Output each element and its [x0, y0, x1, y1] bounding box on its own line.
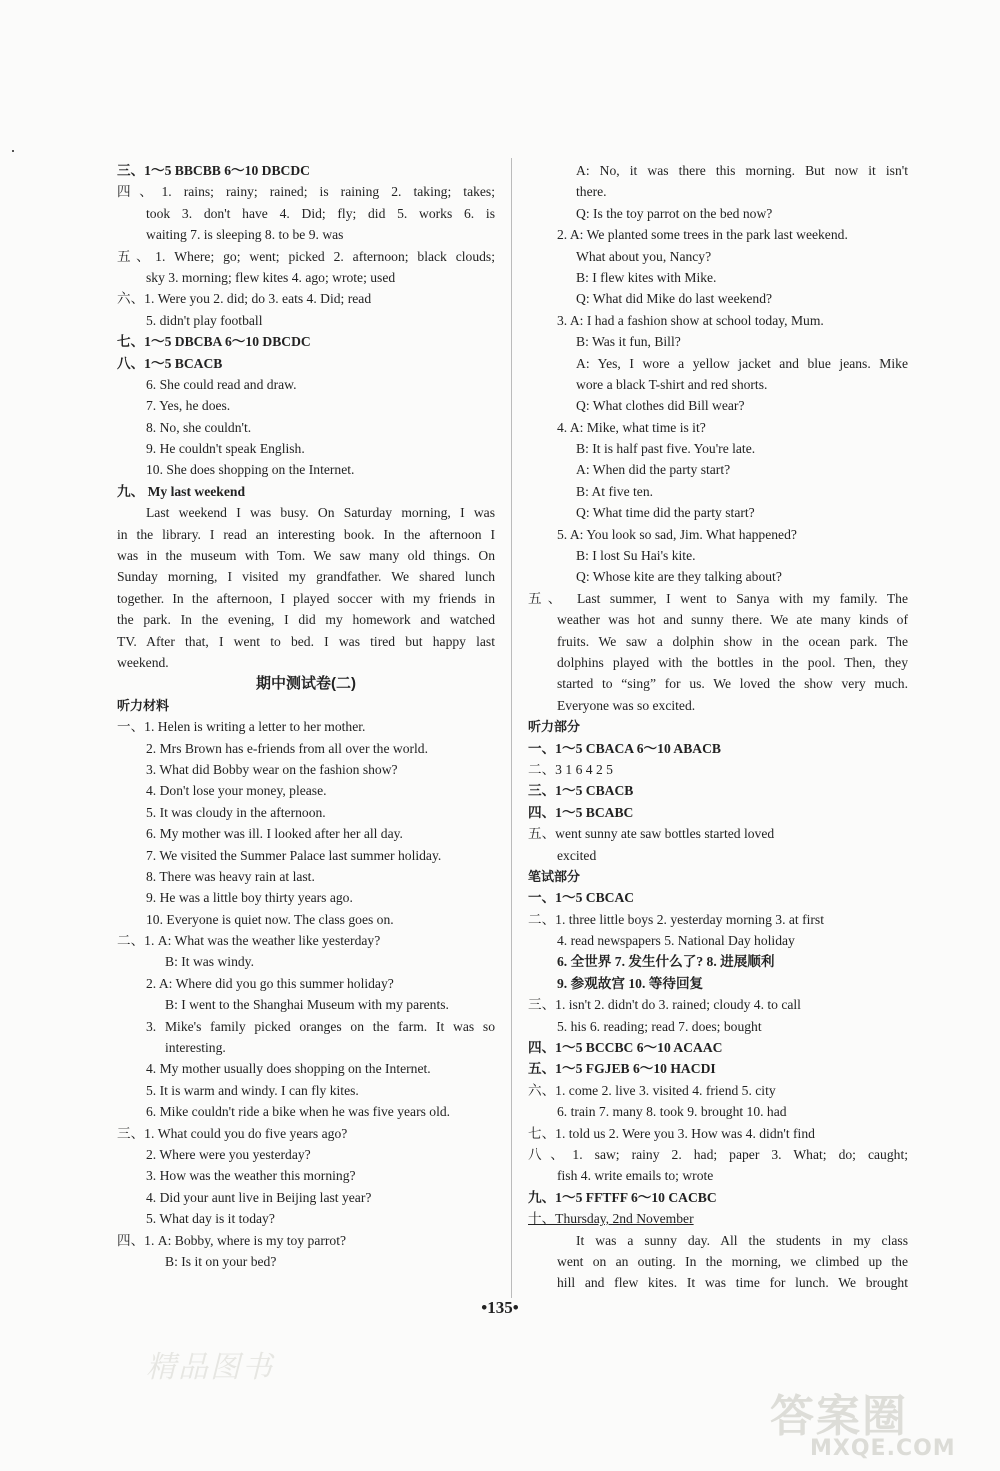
- answer-line: B: It is half past five. You're late.: [576, 441, 756, 457]
- answer-line: 3. What did Bobby wear on the fashion show?: [146, 761, 398, 777]
- answer-line: 一、1～5 CBACA 6～10 ABACB: [528, 740, 721, 756]
- answer-line: 7. Yes, he does.: [146, 398, 231, 414]
- answer-line: interesting.: [165, 1040, 226, 1056]
- answer-line: B: I flew kites with Mike.: [576, 269, 717, 285]
- answer-line: 2. A: We planted some trees in the park last weekend.: [557, 227, 848, 243]
- answer-line: 九、1～5 FFTFF 6～10 CACBC: [528, 1189, 717, 1205]
- answer-line: Sunday morning, I visited my grandfather. We shared lunch: [117, 569, 495, 585]
- answer-line: 一、1. Helen is writing a letter to her mother.: [117, 719, 366, 735]
- answer-line: waiting 7. is sleeping 8. to be 9. was: [146, 227, 344, 243]
- answer-line: 四、1～5 BCCBC 6～10 ACAAC: [528, 1040, 723, 1056]
- answer-line: 9. 参观故宫 10. 等待回复: [557, 975, 704, 991]
- answer-line: B: I lost Su Hai's kite.: [576, 548, 696, 564]
- answer-line: 七、1～5 DBCBA 6～10 DBCDC: [117, 334, 311, 350]
- answer-line: B: I went to the Shanghai Museum with my parents.: [165, 997, 449, 1013]
- answer-line: 二、3 1 6 4 2 5: [528, 761, 613, 777]
- answer-line: 5. A: You look so sad, Jim. What happened?: [557, 526, 797, 542]
- answer-line: 四、1. A: Bobby, where is my toy parrot?: [117, 1232, 347, 1248]
- answer-line: 五、 Last summer, I went to Sanya with my family. The: [528, 590, 908, 606]
- answer-line: Last weekend I was busy. On Saturday morning, I was: [146, 505, 495, 521]
- answer-line: B: At five ten.: [576, 483, 654, 499]
- answer-line: 六、1. come 2. live 3. visited 4. friend 5. city: [528, 1082, 776, 1098]
- answer-line: B: It was windy.: [165, 954, 254, 970]
- answer-line: 二、1. three little boys 2. yesterday morning 3. at first: [528, 911, 824, 927]
- watermark-logo-text: 答案圈: [770, 1391, 908, 1442]
- answer-line: 4. Don't lose your money, please.: [146, 783, 327, 799]
- answer-line: fruits. We saw a dolphin show in the ocean park. The: [557, 633, 908, 649]
- answer-line: 4. Did your aunt live in Beijing last year?: [146, 1189, 372, 1205]
- answer-line: started to “sing” for us. We loved the show very much.: [557, 676, 908, 692]
- answer-line: TV. After that, I went to bed. I was tired but happy last: [117, 633, 495, 649]
- answer-line: was in the museum with Tom. We saw many old things. On: [117, 548, 495, 564]
- answer-line: 听力材料: [117, 697, 170, 713]
- answer-line: 7. We visited the Summer Palace last summer holiday.: [146, 847, 442, 863]
- answer-line: 4. A: Mike, what time is it?: [557, 419, 706, 435]
- answer-line: B: Is it on your bed?: [165, 1253, 277, 1269]
- answer-line: 笔试部分: [528, 868, 581, 884]
- answer-line: went on an outing. In the morning, we climbed up the: [557, 1253, 908, 1269]
- answer-line: 七、1. told us 2. Were you 3. How was 4. didn't find: [528, 1125, 815, 1141]
- answer-line: 九、 My last weekend: [117, 483, 245, 499]
- answer-line: Q: Whose kite are they talking about?: [576, 569, 782, 585]
- answer-line: took 3. don't have 4. Did; fly; did 5. works 6. is: [146, 205, 495, 221]
- answer-line: 六、1. Were you 2. did; do 3. eats 4. Did; read: [117, 291, 372, 307]
- answer-line: Everyone was so excited.: [557, 697, 696, 713]
- answer-line: 5. It is warm and windy. I can fly kites.: [146, 1082, 359, 1098]
- answer-line: 二、1. A: What was the weather like yesterday?: [117, 933, 381, 949]
- answer-line: 五、1. Where; go; went; picked 2. afternoon; black clouds;: [117, 248, 495, 264]
- answer-line: there.: [576, 184, 607, 200]
- answer-line: 5. It was cloudy in the afternoon.: [146, 804, 326, 820]
- answer-line: 一、1～5 CBCAC: [528, 890, 635, 906]
- answer-line: 听力部分: [528, 719, 581, 735]
- answer-line: 2. Where were you yesterday?: [146, 1146, 311, 1162]
- answer-line: 10. She does shopping on the Internet.: [146, 462, 355, 478]
- answer-line: fish 4. write emails to; wrote: [557, 1168, 714, 1184]
- answer-line: 八、1. saw; rainy 2. had; paper 3. What; do; caught;: [528, 1146, 908, 1162]
- answer-line: weekend.: [117, 654, 169, 670]
- answer-line: 2. Mrs Brown has e-friends from all over the world.: [146, 740, 429, 756]
- answer-line: 四、1～5 BCABC: [528, 804, 634, 820]
- page-number: •135•: [481, 1298, 519, 1317]
- answer-line: 五、went sunny ate saw bottles started loved: [528, 826, 775, 842]
- answer-line: 三、1～5 CBACB: [528, 783, 634, 799]
- answer-line: What about you, Nancy?: [576, 248, 712, 264]
- answer-line: 6. 全世界 7. 发生什么了? 8. 进展顺利: [557, 954, 775, 970]
- answer-line: Q: What time did the party start?: [576, 505, 755, 521]
- answer-line: 6. Mike couldn't ride a bike when he was five years old.: [146, 1104, 451, 1120]
- answer-line: 8. There was heavy rain at last.: [146, 868, 315, 884]
- answer-line: Q: What clothes did Bill wear?: [576, 398, 745, 414]
- answer-line: Q: Is the toy parrot on the bed now?: [576, 205, 773, 221]
- answer-line: 3. A: I had a fashion show at school today, Mum.: [557, 312, 824, 328]
- answer-line: A: When did the party start?: [576, 462, 731, 478]
- answer-line: 3. How was the weather this morning?: [146, 1168, 356, 1184]
- answer-line: together. In the afternoon, I played soccer with my friends in: [117, 590, 495, 606]
- answer-line: 三、1～5 BBCBB 6～10 DBCDC: [117, 163, 310, 178]
- answer-line: 三、1. What could you do five years ago?: [117, 1125, 348, 1141]
- answer-line: 5. his 6. reading; read 7. does; bought: [557, 1018, 762, 1034]
- answer-line: 4. read newspapers 5. National Day holiday: [557, 933, 795, 949]
- answer-line: 四、1. rains; rainy; rained; is raining 2. taking; takes;: [117, 184, 495, 200]
- answer-line: 五、1～5 FGJEB 6～10 HACDI: [528, 1061, 716, 1077]
- answer-line: 6. My mother was ill. I looked after her all day.: [146, 826, 403, 842]
- answer-line: 十、Thursday, 2nd November: [528, 1211, 694, 1227]
- answer-line: 5. What day is it today?: [146, 1211, 275, 1227]
- answer-line: 期中测试卷(二): [256, 675, 356, 693]
- answer-line: 5. didn't play football: [146, 312, 263, 328]
- answer-line: A: No, it was there this morning. But now it isn't: [576, 163, 908, 178]
- answer-line: B: Was it fun, Bill?: [576, 334, 681, 350]
- answer-line: 2. A: Where did you go this summer holiday?: [146, 975, 394, 991]
- answer-line: 9. He couldn't speak English.: [146, 441, 305, 457]
- watermark-url: MXQE.COM: [810, 1436, 956, 1461]
- answer-line: 9. He was a little boy thirty years ago.: [146, 890, 353, 906]
- answer-line: wore a black T-shirt and red shorts.: [576, 376, 768, 392]
- right-column: [528, 160, 908, 1294]
- answer-line: excited: [557, 847, 597, 863]
- column-divider: [511, 158, 512, 1298]
- answer-line: the park. In the evening, I did my homework and watched: [117, 612, 495, 628]
- answer-line: 三、1. isn't 2. didn't do 3. rained; cloudy 4. to call: [528, 997, 801, 1013]
- answer-line: 八、1～5 BCACB: [117, 355, 223, 371]
- watermark-logo: [770, 1380, 980, 1460]
- answer-line: 3. Mike's family picked oranges on the farm. It was so: [146, 1018, 495, 1034]
- answer-line: hill and flew kites. It was time for lunch. We brought: [557, 1275, 908, 1291]
- answer-line: 4. My mother usually does shopping on the Internet.: [146, 1061, 431, 1077]
- answer-line: dolphins played with the bottles in the pool. Then, they: [557, 654, 908, 670]
- answer-line: Q: What did Mike do last weekend?: [576, 291, 773, 307]
- answer-line: 10. Everyone is quiet now. The class goes on.: [146, 911, 394, 927]
- answer-line: 8. No, she couldn't.: [146, 419, 252, 435]
- answer-line: in the library. I read an interesting book. In the afternoon I: [117, 526, 495, 542]
- left-column: [117, 160, 495, 1272]
- scan-mark: [12, 150, 14, 152]
- answer-line: It was a sunny day. All the students in my class: [576, 1232, 908, 1248]
- answer-line: weather was hot and sunny there. We ate many kinds of: [557, 612, 908, 628]
- watermark-left: 精品图书: [146, 1350, 274, 1385]
- answer-line: 6. She could read and draw.: [146, 376, 297, 392]
- answer-line: sky 3. morning; flew kites 4. ago; wrote; used: [146, 269, 396, 285]
- answer-line: 6. train 7. many 8. took 9. brought 10. had: [557, 1104, 787, 1120]
- answer-line: A: Yes, I wore a yellow jacket and blue jeans. Mike: [576, 355, 908, 371]
